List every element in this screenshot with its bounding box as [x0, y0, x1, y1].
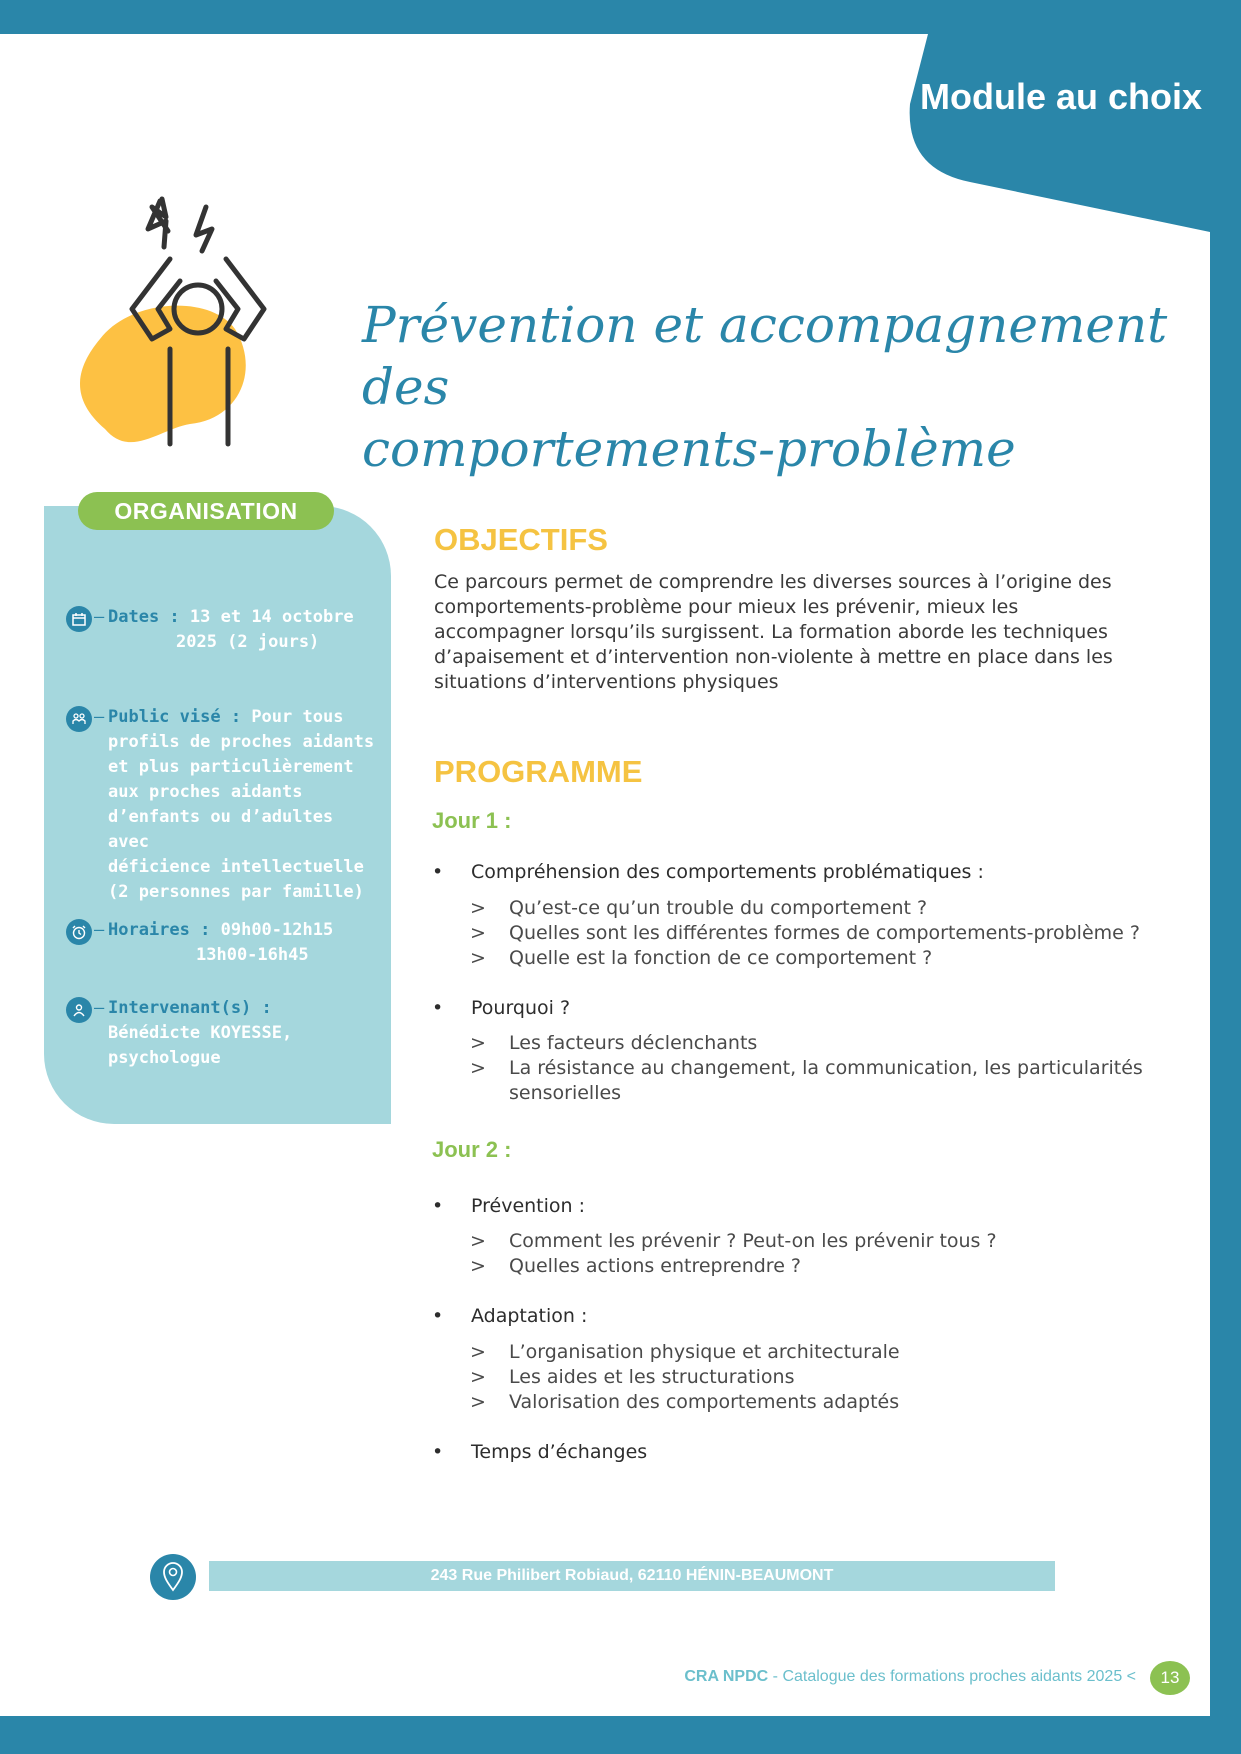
public-value-7: (2 personnes par famille) [108, 882, 364, 902]
public-label: Public visé : [108, 707, 242, 727]
dates-value-2: 2025 (2 jours) [176, 632, 320, 652]
location-pin-icon [150, 1554, 196, 1600]
title-line-2: comportements-problème [362, 420, 1016, 478]
dates-label: Dates : [108, 607, 180, 627]
intervenant-value-1: Bénédicte KOYESSE, [108, 1023, 293, 1043]
public-value-4: aux proches aidants [108, 782, 303, 802]
page-title [362, 294, 1182, 480]
public-value-1: Pour tous [251, 707, 344, 727]
calendar-icon [66, 606, 92, 632]
objectifs-heading: OBJECTIFS [434, 522, 608, 557]
people-icon [66, 706, 92, 732]
footer-catalogue [684, 1668, 1136, 1686]
page-number: 13 [1150, 1661, 1190, 1695]
programme-heading: PROGRAMME [434, 754, 643, 789]
module-tag: Module au choix [920, 76, 1203, 117]
jour-1-heading: Jour 1 : [432, 808, 512, 833]
horaires-value-2: 13h00-16h45 [196, 945, 309, 965]
stress-person-icon [70, 189, 290, 479]
intervenant-value-2: psychologue [108, 1048, 221, 1068]
horaires-label: Horaires : [108, 920, 211, 940]
horaires-value-1: 09h00-12h15 [220, 920, 334, 940]
clock-icon [66, 919, 92, 945]
footer-catalogue-text: - Catalogue des formations proches aidants 2025 < [768, 1668, 1136, 1685]
address-bar: 243 Rue Philibert Robiaud, 62110 HÉNIN-BEAUMONT [209, 1561, 1055, 1591]
public-value-5: d’enfants ou d’adultes avec [108, 807, 334, 852]
public-value-6: déficience intellectuelle [108, 857, 364, 877]
person-icon [66, 997, 92, 1023]
public-value-2: profils de proches aidants [108, 732, 375, 752]
organisation-heading: ORGANISATION [78, 492, 334, 530]
objectifs-text: Ce parcours permet de comprendre les diverses sources à l’origine des comportements-problème pour mieux les prévenir, mieux les accompagner lorsqu’ils surgissent. La formation aborde les techniques d’apaisement et d’intervention non-violente à mettre en place dans les situations d’interventions physiques [434, 571, 1113, 693]
title-line-1: Prévention et accompagnement des [362, 296, 1168, 416]
jour-2-heading: Jour 2 : [432, 1137, 512, 1162]
footer-brand: CRA NPDC [684, 1668, 769, 1685]
intervenant-label: Intervenant(s) : [108, 998, 272, 1018]
public-value-3: et plus particulièrement [108, 757, 354, 777]
dates-value-1: 13 et 14 octobre [189, 607, 354, 627]
